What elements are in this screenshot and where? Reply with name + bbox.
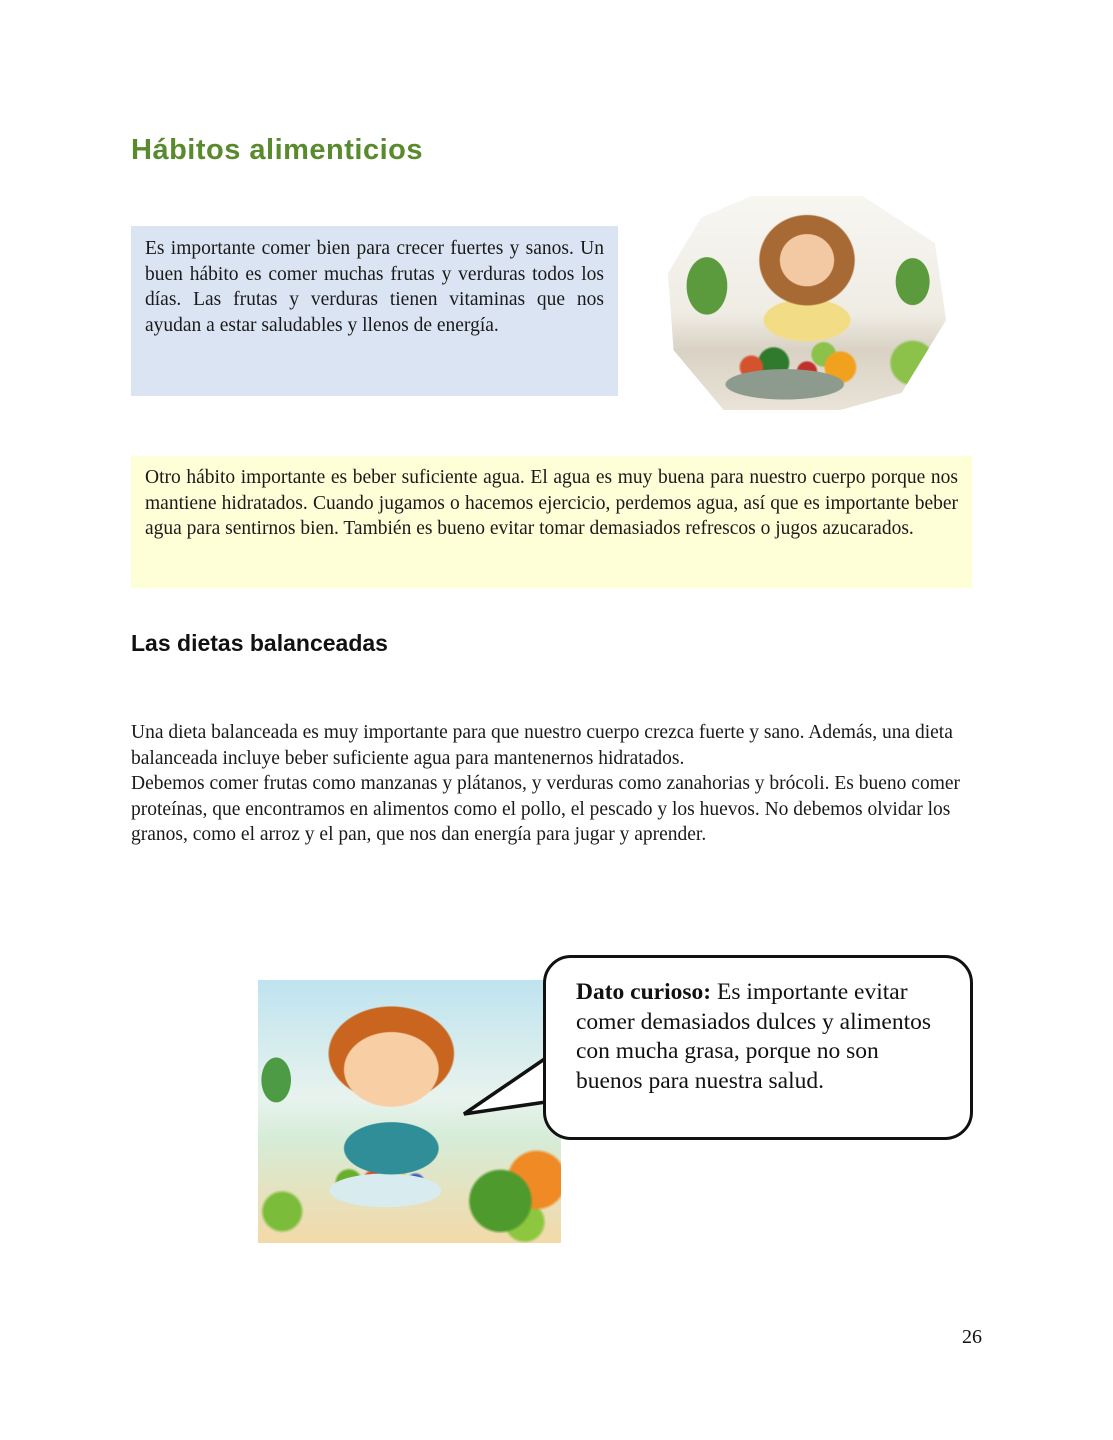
page-number: 26 xyxy=(962,1326,982,1348)
diet-paragraph-2: Debemos comer frutas como manzanas y plátanos, y verduras como zanahorias y brócoli. Es bueno comer proteínas, que encontramos en alimentos como el pollo, el pescado y los huevos. No debemos olvidar los granos, como el arroz y el pan, que nos dan energía para jugar y aprender. xyxy=(131,773,961,845)
diet-paragraph-1: Una dieta balanceada es muy importante para que nuestro cuerpo crezca fuerte y sano. Además, una dieta balanceada incluye beber suficiente agua para mantenernos hidratados. xyxy=(131,722,953,769)
diet-paragraph xyxy=(131,720,986,848)
fun-fact-bubble xyxy=(543,955,973,1140)
section-subtitle: Las dietas balanceadas xyxy=(131,630,388,656)
fun-fact-text: Es importante evitar comer demasiados dulces y alimentos con mucha grasa, porque no son buenos para nuestra salud. xyxy=(576,979,932,1094)
water-text-box: Otro hábito importante es beber suficiente agua. El agua es muy buena para nuestro cuerpo porque nos mantiene hidratados. Cuando jugamos o hacemos ejercicio, perdemos agua, así que es importante beber agua para sentirnos bien. También es bueno evitar tomar demasiados refrescos o jugos azucarados. xyxy=(131,456,972,588)
intro-text-box: Es importante comer bien para crecer fuertes y sanos. Un buen hábito es comer muchas frutas y verduras todos los días. Las frutas y verduras tienen vitaminas que nos ayudan a estar saludables y llenos de energía. xyxy=(131,226,618,396)
fun-fact-label: Dato curioso: xyxy=(576,979,712,1005)
girl-eating-fruit-image xyxy=(668,196,946,410)
page-title: Hábitos alimenticios xyxy=(131,134,424,166)
speech-bubble-tail xyxy=(460,1050,550,1120)
